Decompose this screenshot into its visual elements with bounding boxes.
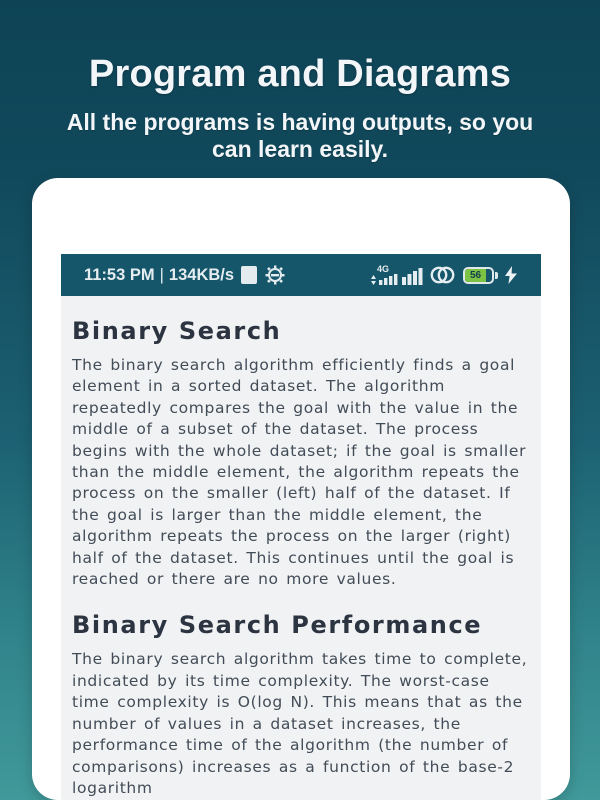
separator: | [159, 265, 164, 284]
network-type-label: 4G [377, 264, 390, 274]
clock-text: 11:53 PM [84, 265, 155, 284]
volte-rings-icon [430, 264, 456, 286]
page-subtitle: All the programs is having outputs, so you can learn easily. [66, 109, 534, 162]
section-body-binary-search: The binary search algorithm efficiently finds a goal element in a sorted dataset. The algorithm repeatedly compares the goal with the value in the middle of a subset of the dataset. The process begins with the whole dataset; if the goal is smaller than the middle element, the algorithm repeats the process on the smaller (left) half of the dataset. If the goal is larger than the middle element, the algorithm repeats the process on the larger (right) half of the dataset. This continues until the goal is reached or there are no more values. [72, 356, 527, 589]
network-speed-text: 134KB/s [168, 265, 235, 284]
article [61, 296, 541, 800]
status-bar-left [84, 265, 285, 285]
status-bar-right [364, 263, 517, 287]
gear-icon [265, 265, 285, 285]
page-title: Program and Diagrams [88, 53, 512, 95]
section-heading-binary-search: Binary Search [72, 317, 282, 345]
screenshot-square-icon [241, 266, 257, 284]
battery-tip [495, 272, 498, 279]
section-body-performance: The binary search algorithm takes time to complete, indicated by its time complexity. The worst-case time complexity is O(log N). This means that as the number of values in a dataset increases, the performance time of the algorithm (the number of comparisons) increases as a function of the base-2 logarithm [72, 650, 528, 797]
charging-bolt-icon [505, 266, 517, 284]
phone-screenshot [61, 254, 541, 800]
battery-icon [463, 267, 498, 284]
battery-level: 56 [465, 269, 486, 282]
hero-banner [0, 0, 600, 163]
status-bar [61, 254, 541, 296]
section-heading-performance: Binary Search Performance [72, 611, 483, 640]
signal-bars-icon [371, 263, 423, 287]
device-card [32, 178, 570, 800]
